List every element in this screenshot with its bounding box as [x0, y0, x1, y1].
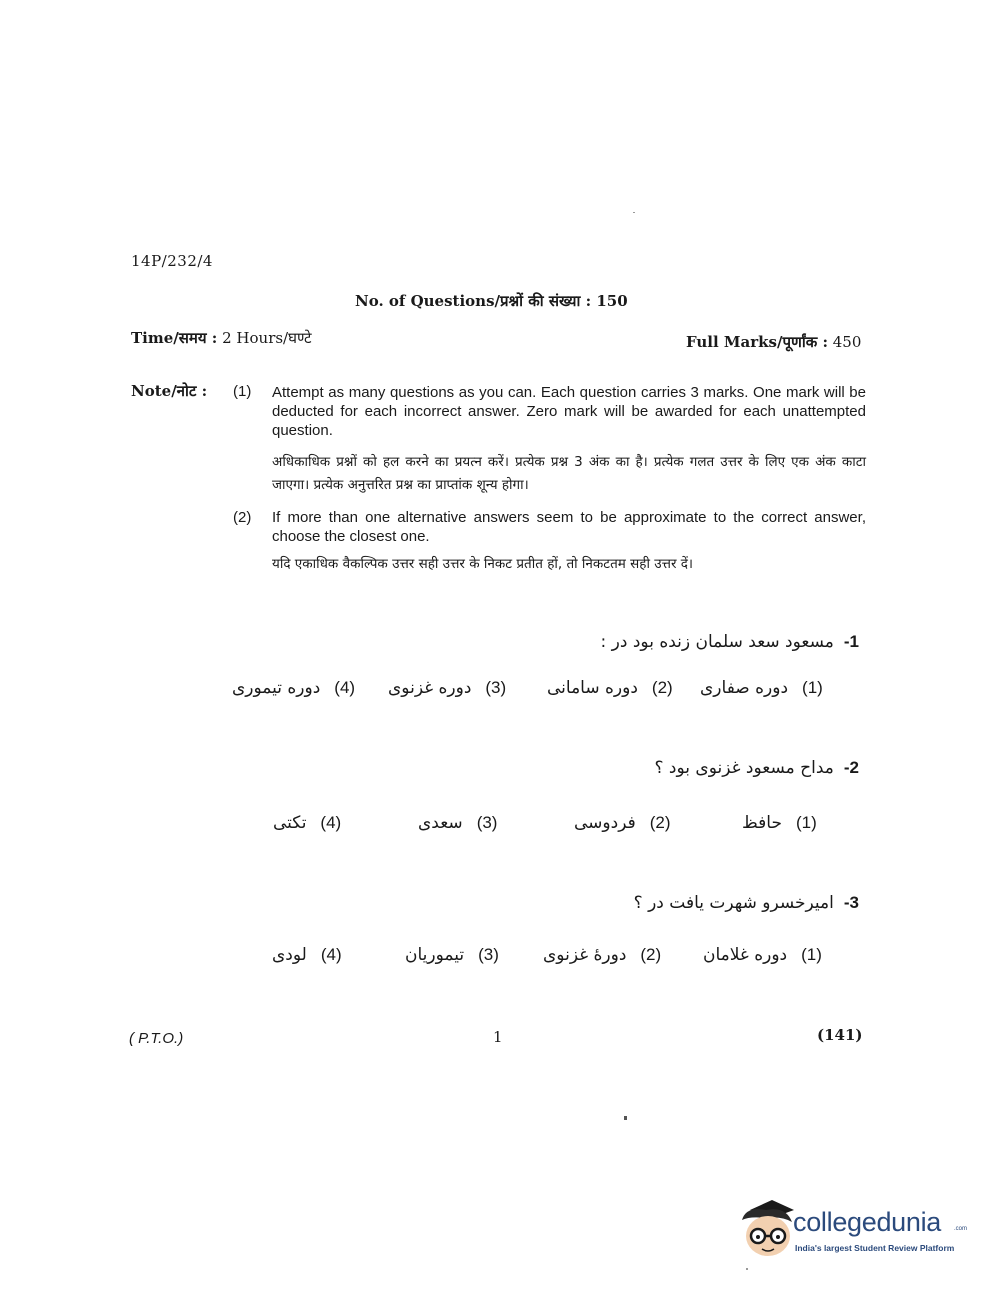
- option-text: تکتی: [273, 813, 307, 833]
- option-3[interactable]: [418, 813, 497, 833]
- full-marks: [686, 332, 861, 352]
- note-number: (2): [233, 509, 252, 526]
- note-english: If more than one alternative answers seem to be approximate to the correct answer, choose the closest one.: [272, 509, 866, 545]
- option-number: (1): [795, 813, 817, 832]
- note-hindi: यदि एकाधिक वैकल्पिक उत्तर सही उत्तर के निकट प्रतीत हों, तो निकटतम सही उत्तर दें।: [272, 556, 694, 572]
- option-number: (3): [478, 945, 499, 964]
- option-1[interactable]: [742, 813, 817, 833]
- option-text: دوره غلامان: [703, 945, 788, 965]
- logo-wordmark: collegedunia: [793, 1207, 942, 1237]
- option-4[interactable]: [272, 945, 342, 965]
- option-number: (3): [485, 678, 507, 697]
- option-text: سعدی: [418, 813, 463, 833]
- note-english: Attempt as many questions as you can. Each question carries 3 marks. One mark will be deducted for each incorrect answer. Zero mark will be awarded for each unattempted question.: [272, 384, 866, 439]
- scan-speck: [746, 1268, 748, 1270]
- option-number: (4): [334, 678, 356, 697]
- option-text: دوره غزنوی: [388, 678, 472, 698]
- option-3[interactable]: [388, 678, 506, 698]
- option-text: لودی: [272, 945, 307, 965]
- option-3[interactable]: [405, 945, 499, 965]
- option-1[interactable]: [700, 678, 823, 698]
- question-2: [655, 758, 860, 778]
- option-text: حافظ: [742, 813, 782, 833]
- time-allowed: [131, 328, 312, 348]
- booklet-code: (141): [817, 1026, 863, 1044]
- option-number: (1): [802, 678, 823, 697]
- option-number: (2): [651, 678, 673, 697]
- question-1: [601, 632, 859, 652]
- option-2[interactable]: [547, 678, 673, 698]
- logo-tagline: India's largest Student Review Platform: [795, 1243, 955, 1253]
- question-3: [634, 893, 859, 913]
- question-text: مداح مسعود غزنوی بود ؟: [654, 758, 834, 778]
- option-text: دوره سامانی: [547, 678, 638, 698]
- option-text: دوره صفاری: [700, 678, 789, 698]
- scan-speck: [633, 212, 635, 213]
- question-number: -1: [843, 632, 859, 651]
- option-number: (1): [801, 945, 822, 964]
- question-number: -2: [843, 758, 859, 777]
- option-4[interactable]: [232, 678, 355, 698]
- option-number: (2): [649, 813, 671, 832]
- pto-marker: ( P.T.O.): [129, 1030, 184, 1047]
- option-text: تیموریان: [405, 945, 465, 965]
- question-text: امیرخسرو شهرت یافت در ؟: [633, 893, 834, 913]
- option-4[interactable]: [273, 813, 341, 833]
- option-text: دوره تیموری: [232, 678, 321, 698]
- time-value: 2 Hours/घण्टे: [222, 329, 312, 347]
- note-hindi: अधिकाधिक प्रश्नों को हल करने का प्रयत्न करें। प्रत्येक प्रश्न 3 अंक का है। प्रत्येक गलत उत्तर के लिए एक अंक काटा जाएगा। प्रत्येक अनुत्तरित प्रश्न का प्राप्तांक शून्य होगा।: [272, 454, 866, 493]
- question-text: مسعود سعد سلمان زنده بود در :: [600, 632, 834, 652]
- time-label: Time/समय :: [131, 329, 218, 347]
- option-number: (4): [320, 945, 342, 964]
- question-number: -3: [843, 893, 859, 912]
- option-number: (4): [320, 813, 342, 832]
- marks-value: 450: [832, 333, 862, 351]
- option-text: فردوسی: [574, 813, 636, 833]
- option-2[interactable]: [574, 813, 670, 833]
- marks-label: Full Marks/पूर्णांक :: [686, 333, 828, 351]
- option-text: دورهٔ غزنوی: [543, 945, 627, 965]
- note-number: (1): [233, 383, 252, 400]
- option-number: (2): [640, 945, 662, 964]
- number-of-questions: No. of Questions/प्रश्नों की संख्या : 150: [355, 292, 628, 310]
- option-2[interactable]: [543, 945, 661, 965]
- page-number: 1: [493, 1028, 503, 1046]
- paper-code: 14P/232/4: [131, 252, 213, 270]
- note-label: Note/नोट :: [131, 382, 208, 400]
- option-1[interactable]: [703, 945, 822, 965]
- scan-speck: [624, 1116, 627, 1120]
- option-number: (3): [476, 813, 498, 832]
- logo-suffix: .com: [954, 1226, 968, 1232]
